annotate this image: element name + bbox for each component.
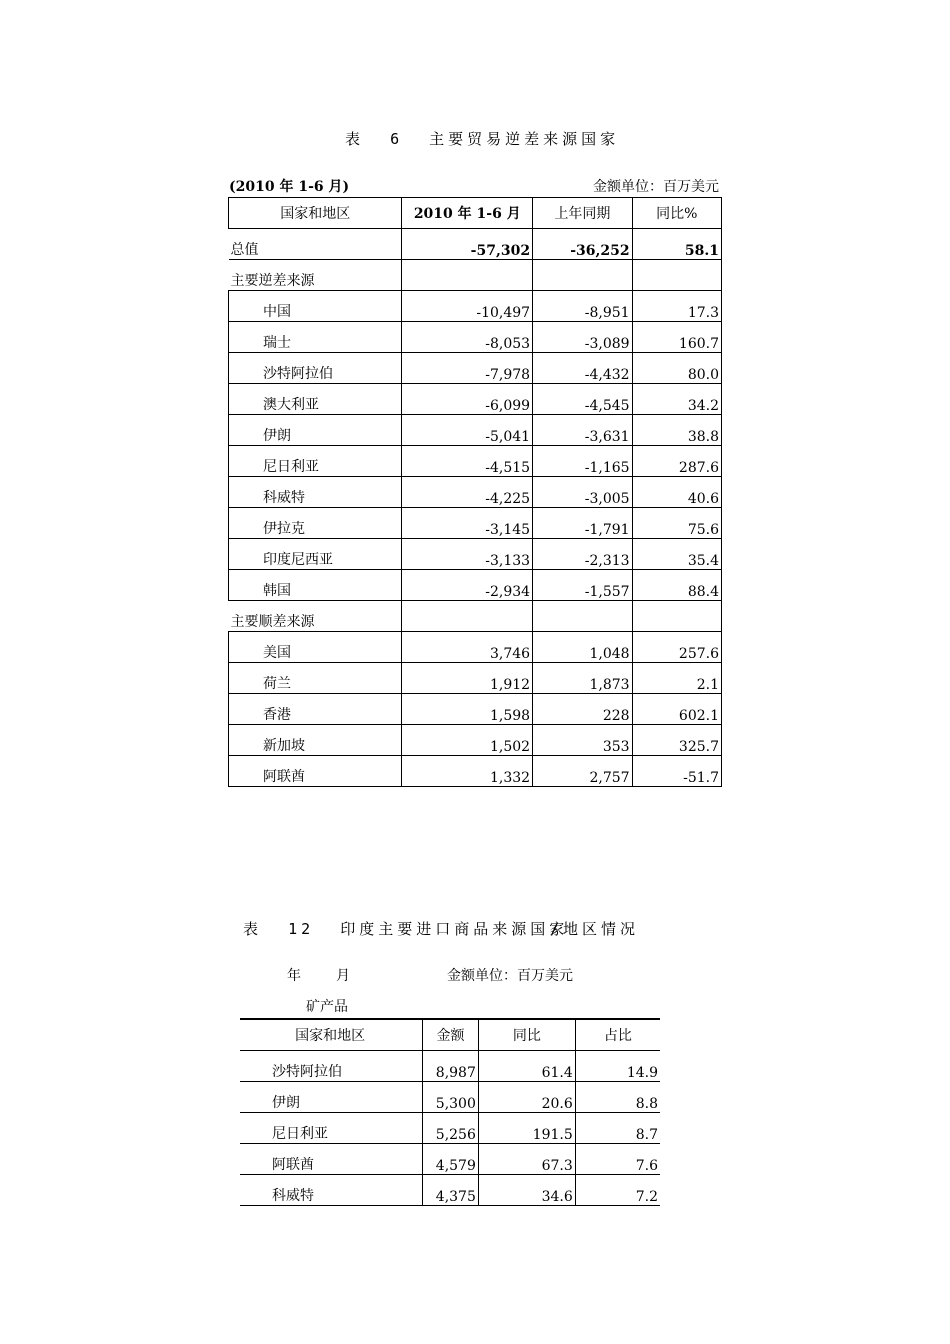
country-name: 瑞士 (229, 322, 402, 353)
yoy-value: 40.6 (632, 477, 721, 508)
prev-value: -3,089 (533, 322, 633, 353)
table-row (229, 384, 722, 415)
table2-title-suffix: /地区情况 (550, 920, 640, 938)
prev-value: -2,313 (533, 539, 633, 570)
table1-total-row (229, 229, 722, 260)
table1-meta (229, 176, 721, 196)
table1-header-country: 国家和地区 (229, 198, 402, 229)
table2-title (243, 918, 568, 939)
table-row (229, 446, 722, 477)
prev-value: -4,545 (533, 384, 633, 415)
yoy-value: -51.7 (632, 756, 721, 787)
table-row (229, 508, 722, 539)
yoy-value: 17.3 (632, 291, 721, 322)
table2-header-share: 占比 (575, 1019, 660, 1051)
country-name: 香港 (229, 694, 402, 725)
table-row (240, 1144, 660, 1175)
country-name: 尼日利亚 (240, 1113, 423, 1144)
share-value: 7.2 (575, 1175, 660, 1206)
country-name: 韩国 (229, 570, 402, 601)
country-name: 沙特阿拉伯 (229, 353, 402, 384)
table2-year-label: 年 (287, 968, 301, 984)
table2-title-text: 印度主要进口商品来源国家 (340, 920, 569, 938)
country-name: 科威特 (229, 477, 402, 508)
prev-value: -4,432 (533, 353, 633, 384)
table2-title-prefix: 表 (243, 920, 263, 938)
country-name: 伊拉克 (229, 508, 402, 539)
amount-value: 5,300 (423, 1082, 479, 1113)
country-name: 澳大利亚 (229, 384, 402, 415)
total-prev: -36,252 (533, 229, 633, 260)
table2-header-yoy: 同比 (478, 1019, 575, 1051)
yoy-value: 191.5 (478, 1113, 575, 1144)
table1-header-prev: 上年同期 (533, 198, 633, 229)
table-row (229, 570, 722, 601)
prev-value: 353 (533, 725, 633, 756)
country-name: 阿联酋 (240, 1144, 423, 1175)
country-name: 新加坡 (229, 725, 402, 756)
table2-header-amount: 金额 (423, 1019, 479, 1051)
current-value: -4,225 (402, 477, 533, 508)
yoy-value: 34.6 (478, 1175, 575, 1206)
current-value: -4,515 (402, 446, 533, 477)
table2-subtitle: 矿产品 (306, 999, 348, 1015)
table2 (240, 1018, 660, 1206)
table-row (229, 663, 722, 694)
table1-title-text: 主要贸易逆差来源国家 (429, 130, 620, 148)
yoy-value: 88.4 (632, 570, 721, 601)
country-name: 沙特阿拉伯 (240, 1051, 423, 1082)
prev-value: 1,873 (533, 663, 633, 694)
yoy-value: 325.7 (632, 725, 721, 756)
table1-header-current: 2010 年 1-6 月 (402, 198, 533, 229)
current-value: -5,041 (402, 415, 533, 446)
prev-value: -1,791 (533, 508, 633, 539)
surplus-section-label: 主要顺差来源 (229, 601, 402, 632)
table2-header-country: 国家和地区 (240, 1019, 423, 1051)
prev-value: -3,005 (533, 477, 633, 508)
prev-value: -8,951 (533, 291, 633, 322)
total-label: 总值 (229, 229, 402, 260)
country-name: 科威特 (240, 1175, 423, 1206)
surplus-section-row (229, 601, 722, 632)
table1-header-row (229, 198, 722, 229)
yoy-value: 34.2 (632, 384, 721, 415)
amount-value: 8,987 (423, 1051, 479, 1082)
table1-title (345, 128, 619, 149)
yoy-value: 80.0 (632, 353, 721, 384)
yoy-value: 160.7 (632, 322, 721, 353)
prev-value: 228 (533, 694, 633, 725)
share-value: 14.9 (575, 1051, 660, 1082)
current-value: -10,497 (402, 291, 533, 322)
country-name: 中国 (229, 291, 402, 322)
table1-header-yoy: 同比% (632, 198, 721, 229)
yoy-value: 2.1 (632, 663, 721, 694)
yoy-value: 38.8 (632, 415, 721, 446)
country-name: 尼日利亚 (229, 446, 402, 477)
yoy-value: 67.3 (478, 1144, 575, 1175)
table1 (228, 197, 722, 787)
yoy-value: 20.6 (478, 1082, 575, 1113)
country-name: 伊朗 (240, 1082, 423, 1113)
table1-period: (2010 年 1-6 月) (229, 179, 350, 195)
table2-title-number: 12 (288, 920, 315, 938)
table-row (229, 322, 722, 353)
current-value: 1,332 (402, 756, 533, 787)
amount-value: 5,256 (423, 1113, 479, 1144)
amount-value: 4,579 (423, 1144, 479, 1175)
yoy-value: 257.6 (632, 632, 721, 663)
deficit-section-row (229, 260, 722, 291)
amount-value: 4,375 (423, 1175, 479, 1206)
table1-unit: 金额单位：百万美元 (593, 179, 719, 195)
table2-unit: 金额单位：百万美元 (447, 968, 573, 984)
table-row (240, 1082, 660, 1113)
table-row (229, 756, 722, 787)
table2-month-label: 月 (336, 968, 350, 984)
current-value: -2,934 (402, 570, 533, 601)
table1-title-number: 6 (390, 130, 404, 148)
table-row (229, 725, 722, 756)
table-row (229, 539, 722, 570)
table-row (229, 632, 722, 663)
yoy-value: 287.6 (632, 446, 721, 477)
current-value: -6,099 (402, 384, 533, 415)
current-value: -8,053 (402, 322, 533, 353)
table-row (240, 1175, 660, 1206)
country-name: 伊朗 (229, 415, 402, 446)
yoy-value: 602.1 (632, 694, 721, 725)
total-current: -57,302 (402, 229, 533, 260)
table-row (229, 694, 722, 725)
prev-value: -1,165 (533, 446, 633, 477)
prev-value: -1,557 (533, 570, 633, 601)
yoy-value: 75.6 (632, 508, 721, 539)
yoy-value: 35.4 (632, 539, 721, 570)
current-value: 1,502 (402, 725, 533, 756)
table-row (229, 353, 722, 384)
total-yoy: 58.1 (632, 229, 721, 260)
deficit-section-label: 主要逆差来源 (229, 260, 402, 291)
current-value: 3,746 (402, 632, 533, 663)
country-name: 印度尼西亚 (229, 539, 402, 570)
table2-header-row (240, 1019, 660, 1051)
table-row (229, 291, 722, 322)
table-row (240, 1113, 660, 1144)
share-value: 7.6 (575, 1144, 660, 1175)
share-value: 8.7 (575, 1113, 660, 1144)
yoy-value: 61.4 (478, 1051, 575, 1082)
table-row (240, 1051, 660, 1082)
current-value: -3,133 (402, 539, 533, 570)
share-value: 8.8 (575, 1082, 660, 1113)
table-row (229, 415, 722, 446)
country-name: 阿联酋 (229, 756, 402, 787)
country-name: 美国 (229, 632, 402, 663)
country-name: 荷兰 (229, 663, 402, 694)
current-value: 1,598 (402, 694, 533, 725)
current-value: 1,912 (402, 663, 533, 694)
prev-value: -3,631 (533, 415, 633, 446)
prev-value: 2,757 (533, 756, 633, 787)
table-row (229, 477, 722, 508)
current-value: -7,978 (402, 353, 533, 384)
current-value: -3,145 (402, 508, 533, 539)
table1-title-prefix: 表 (345, 130, 365, 148)
prev-value: 1,048 (533, 632, 633, 663)
